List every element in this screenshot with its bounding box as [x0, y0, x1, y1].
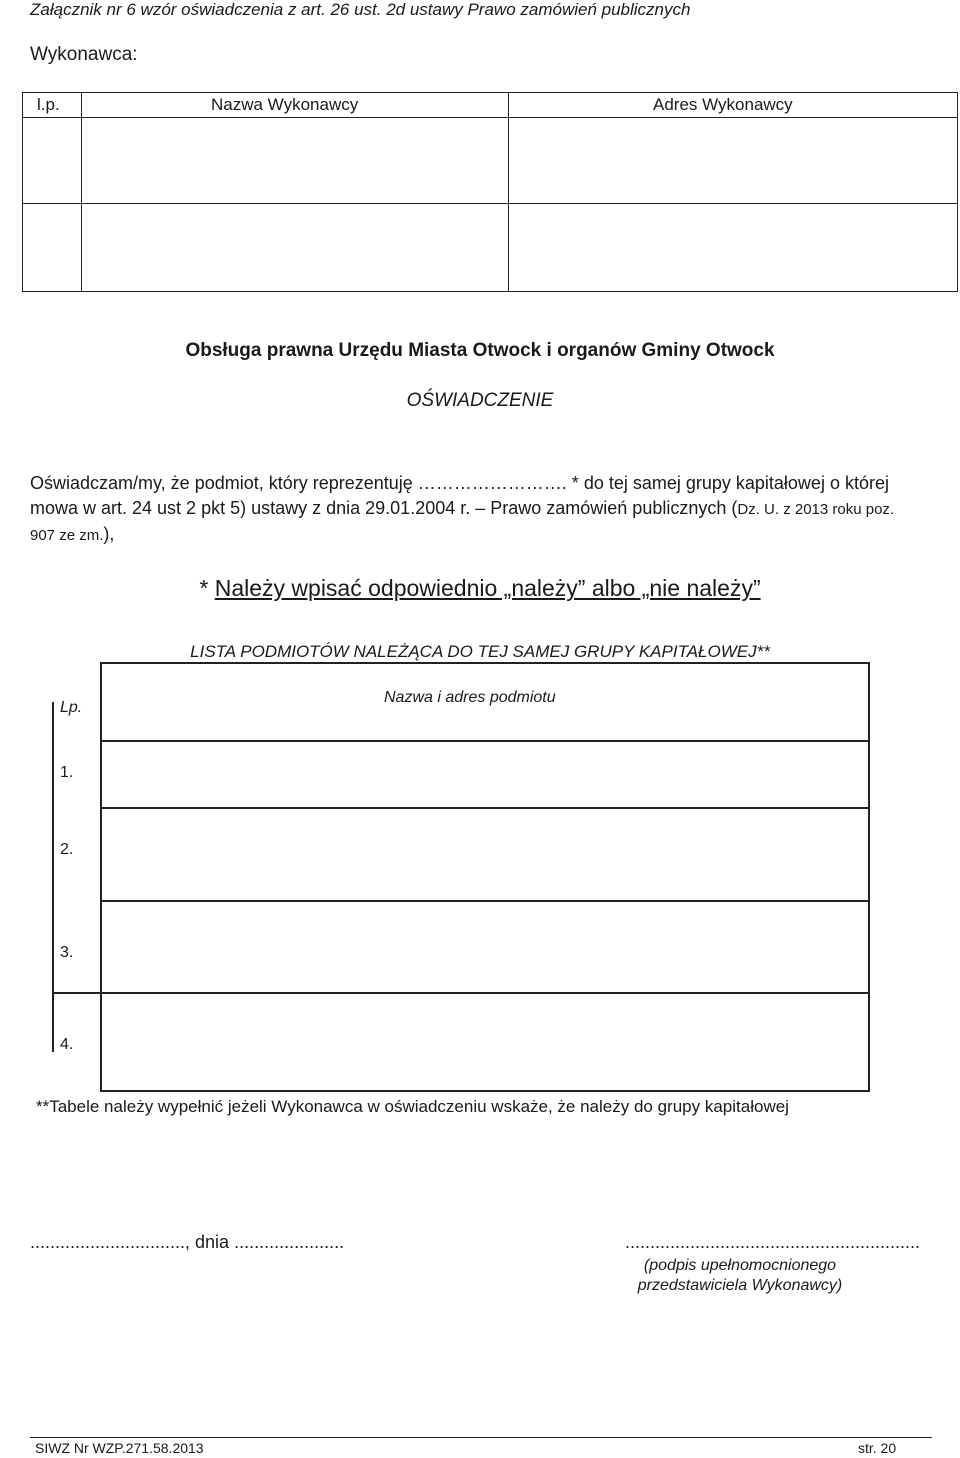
- page-number: str. 20: [858, 1440, 897, 1456]
- group-table: [52, 662, 870, 1092]
- declaration-paragraph: [30, 471, 910, 548]
- table-divider: [100, 740, 870, 742]
- signature-caption: (podpis upełnomocnionego: [643, 1257, 837, 1274]
- table-divider: [52, 992, 870, 994]
- subject-title: Obsługa prawna Urzędu Miasta Otwock i organów Gminy Otwock: [185, 340, 775, 361]
- signature-caption: przedstawiciela Wykonawcy): [637, 1277, 843, 1294]
- place-date-field: ..............................., dnia ......................: [30, 1232, 345, 1252]
- instruction-note: [0, 575, 960, 602]
- column-header-address: Adres Wykonawcy: [653, 95, 793, 114]
- table-divider: [100, 1090, 870, 1092]
- table-divider: [23, 203, 957, 204]
- paragraph-text: Oświadczam/my, że podmiot, który reprezentuję ……………………. * do tej samej grupy kapitałowej o której mowa w art. 24 ust 2 pkt 5) ustawy z dnia 29.01.2004 r. – Prawo zamówień publicznych (: [30, 473, 889, 518]
- column-header-lp: l.p.: [37, 95, 60, 114]
- footnote: **Tabele należy wypełnić jeżeli Wykonawca w oświadczeniu wskaże, że należy do grupy kapitałowej: [36, 1097, 789, 1116]
- row-number: 1.: [60, 764, 74, 781]
- table-divider: [868, 662, 870, 1092]
- table-divider: [81, 93, 82, 291]
- footer-reference: SIWZ Nr WZP.271.58.2013: [35, 1440, 204, 1456]
- row-number: 4.: [60, 1036, 74, 1053]
- row-number: 3.: [60, 944, 74, 961]
- table-divider: [100, 662, 870, 664]
- row-number: 2.: [60, 841, 74, 858]
- note-text: Należy wpisać odpowiednio „należy” albo „nie należy”: [214, 575, 761, 601]
- annex-note: Załącznik nr 6 wzór oświadczenia z art. 26 ust. 2d ustawy Prawo zamówień publicznych: [30, 0, 691, 19]
- contractor-label: Wykonawca:: [30, 44, 138, 65]
- table-divider: [100, 662, 102, 1092]
- signature-field: ...........................................................: [625, 1232, 921, 1252]
- group-table-title: LISTA PODMIOTÓW NALEŻĄCA DO TEJ SAMEJ GRUPY KAPITAŁOWEJ**: [190, 642, 770, 661]
- note-prefix: *: [199, 575, 215, 601]
- table-divider: [100, 807, 870, 809]
- contractor-table: [22, 92, 958, 292]
- footer-divider: [30, 1437, 932, 1438]
- column-header-name: Nazwa i adres podmiotu: [384, 689, 556, 706]
- table-divider: [100, 900, 870, 902]
- declaration-title: OŚWIADCZENIE: [406, 390, 554, 411]
- table-divider: [508, 93, 509, 291]
- table-divider: [52, 702, 54, 1052]
- paragraph-end: ),: [103, 524, 115, 544]
- column-header-lp: Lp.: [60, 699, 83, 716]
- table-divider: [23, 117, 957, 118]
- column-header-name: Nazwa Wykonawcy: [211, 95, 359, 114]
- paragraph-citation: Dz. U. z 2013 roku poz. 907 ze zm.: [30, 501, 895, 544]
